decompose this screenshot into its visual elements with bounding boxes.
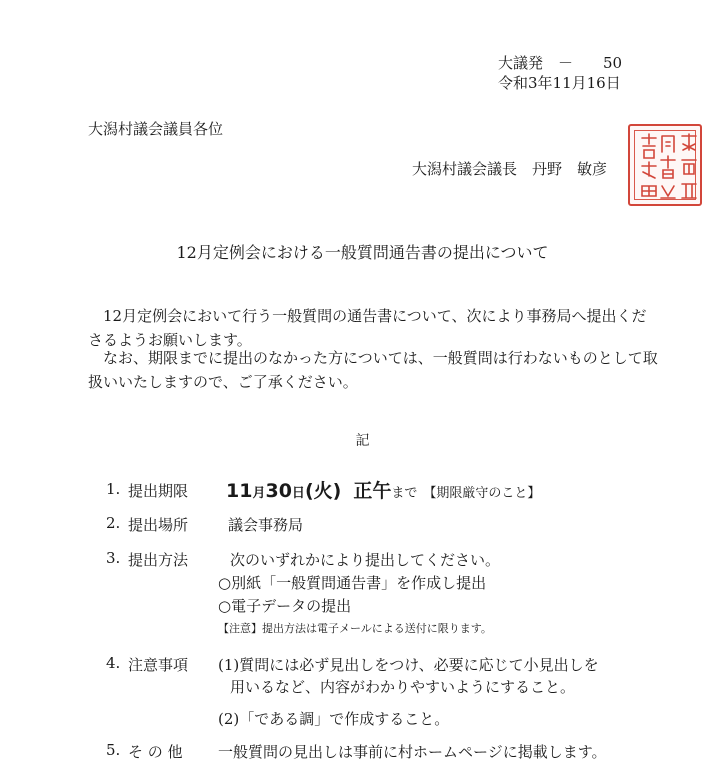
item-4-sub2: (2)「である調」で作成すること。: [218, 710, 450, 728]
deadline-month: 11: [226, 480, 253, 502]
deadline-month-unit: 月: [252, 486, 266, 501]
item-1-label: 提出期限: [128, 482, 189, 500]
document-number: 大議発 － 50: [498, 54, 623, 72]
document-title: 12月定例会における一般質問通告書の提出について: [176, 243, 549, 262]
item-3-note: 【注意】提出方法は電子メールによる送付に限ります。: [218, 622, 492, 635]
ki-heading: 記: [355, 433, 370, 449]
item-4-sub1-line2: 用いるなど、内容がわかりやすいようにすること。: [230, 678, 576, 696]
body-paragraph-1: 12月定例会において行う一般質問の通告書について、次により事務局へ提出くださるようお願いします。: [88, 307, 647, 349]
item-3-line1: 次のいずれかにより提出してください。: [230, 551, 501, 569]
deadline-day: 30: [265, 480, 292, 502]
item-4-sub1-line1: (1)質問には必ず見出しをつけ、必要に応じて小見出しを: [218, 656, 599, 674]
sender: 大潟村議会議長 丹野 敏彦: [412, 160, 608, 178]
item-2-content: 議会事務局: [228, 516, 304, 534]
recipients: 大潟村議会議員各位: [88, 120, 224, 138]
item-2-label: 提出場所: [128, 516, 189, 534]
deadline-time: 正午: [353, 480, 392, 502]
item-1-number: 1.: [106, 480, 121, 498]
document-date: 令和3年11月16日: [498, 74, 621, 92]
item-3-option-2: ○電子データの提出: [218, 597, 352, 615]
deadline-until: まで: [391, 486, 418, 501]
deadline-weekday: (火): [304, 480, 342, 502]
body-paragraph-2: なお、期限までに提出のなかった方については、一般質問は行わないものとして取扱いいたしますので、ご了承ください。: [88, 349, 658, 391]
seal-glyphs: [630, 126, 704, 208]
item-2-number: 2.: [106, 514, 121, 532]
item-3-label: 提出方法: [128, 551, 189, 569]
deadline-note: 【期限厳守のこと】: [423, 486, 541, 501]
item-3-option-1: ○別紙「一般質問通告書」を作成し提出: [218, 574, 487, 592]
item-5-content: 一般質問の見出しは事前に村ホームページに掲載します。: [218, 743, 607, 761]
item-4-label: 注意事項: [128, 656, 189, 674]
deadline-day-unit: 日: [291, 486, 305, 501]
item-4-number: 4.: [106, 654, 121, 672]
deadline: [226, 476, 540, 503]
item-5-label: そ の 他: [128, 743, 183, 761]
item-3-number: 3.: [106, 549, 121, 567]
item-5-number: 5.: [106, 741, 121, 759]
official-seal: [628, 124, 702, 206]
